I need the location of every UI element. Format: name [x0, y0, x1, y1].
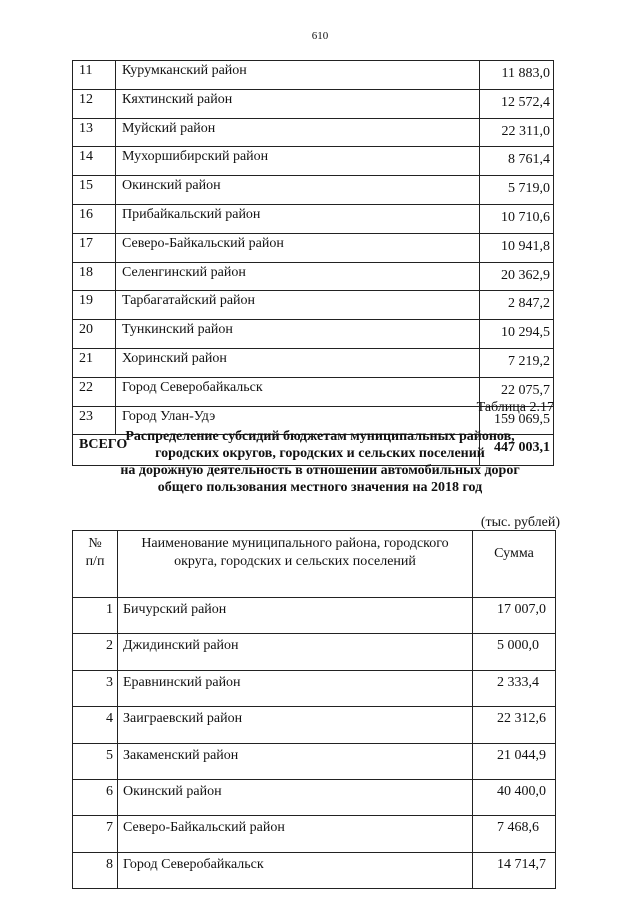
- row-sum: 7 219,2: [480, 348, 554, 377]
- row-number: 16: [73, 204, 116, 233]
- table-row: [73, 743, 556, 779]
- row-name: Северо-Байкальский район: [116, 233, 480, 262]
- table-row: [73, 707, 556, 743]
- row-sum: 22 075,7: [480, 377, 554, 406]
- row-number: 5: [73, 743, 118, 779]
- row-number: 12: [73, 89, 116, 118]
- row-name: Тункинский район: [116, 320, 480, 349]
- header-name-line: округа, городских и сельских поселений: [174, 554, 416, 569]
- table-row: [73, 320, 554, 349]
- row-number: 15: [73, 176, 116, 205]
- row-sum: 2 847,2: [480, 291, 554, 320]
- table-row: [73, 348, 554, 377]
- row-name: Бичурский район: [118, 598, 473, 634]
- table-heading: [70, 428, 570, 496]
- heading-line: городских округов, городских и сельских поселений: [155, 446, 485, 461]
- row-number: 23: [73, 406, 116, 435]
- row-number: 18: [73, 262, 116, 291]
- row-sum: 10 294,5: [480, 320, 554, 349]
- table-row: [73, 816, 556, 852]
- table-row: [73, 634, 556, 670]
- header-sum: Сумма: [473, 531, 556, 598]
- row-sum: 14 714,7: [473, 852, 556, 888]
- row-name: Тарбагатайский район: [116, 291, 480, 320]
- row-name: Селенгинский район: [116, 262, 480, 291]
- table-caption: Таблица 2.17: [476, 400, 554, 415]
- page-number: 610: [311, 30, 329, 42]
- row-sum: 22 311,0: [480, 118, 554, 147]
- table-row: [73, 176, 554, 205]
- table-row: [73, 262, 554, 291]
- heading-line: общего пользования местного значения на 2018 год: [157, 480, 483, 495]
- row-name: Муйский район: [116, 118, 480, 147]
- row-number: 14: [73, 147, 116, 176]
- total-sum: 447 003,1: [480, 435, 554, 466]
- table-row: [73, 118, 554, 147]
- table-row: [73, 147, 554, 176]
- table-row: [73, 779, 556, 815]
- row-name: Хоринский район: [116, 348, 480, 377]
- row-sum: 17 007,0: [473, 598, 556, 634]
- row-number: 2: [73, 634, 118, 670]
- row-sum: 7 468,6: [473, 816, 556, 852]
- table-row: [73, 291, 554, 320]
- row-name: Мухоршибирский район: [116, 147, 480, 176]
- table-row: [73, 61, 554, 90]
- row-number: 20: [73, 320, 116, 349]
- row-name: Город Улан-Удэ: [116, 406, 480, 435]
- row-sum: 10 710,6: [480, 204, 554, 233]
- row-sum: 10 941,8: [480, 233, 554, 262]
- row-sum: 22 312,6: [473, 707, 556, 743]
- row-name: Город Северобайкальск: [118, 852, 473, 888]
- header-name: [118, 531, 473, 598]
- row-number: 11: [73, 61, 116, 90]
- row-number: 19: [73, 291, 116, 320]
- row-name: Прибайкальский район: [116, 204, 480, 233]
- row-name: Джидинский район: [118, 634, 473, 670]
- row-sum: 5 000,0: [473, 634, 556, 670]
- row-number: 13: [73, 118, 116, 147]
- row-number: 22: [73, 377, 116, 406]
- table-row: [73, 670, 556, 706]
- units-label: (тыс. рублей): [480, 515, 560, 530]
- heading-line: на дорожную деятельность в отношении автомобильных дорог: [120, 463, 520, 478]
- row-name: Курумканский район: [116, 61, 480, 90]
- row-number: 3: [73, 670, 118, 706]
- row-name: Закаменский район: [118, 743, 473, 779]
- header-number-line: №: [88, 536, 102, 551]
- row-number: 6: [73, 779, 118, 815]
- row-number: 17: [73, 233, 116, 262]
- row-number: 7: [73, 816, 118, 852]
- row-sum: 12 572,4: [480, 89, 554, 118]
- heading-line: Распределение субсидий бюджетам муниципальных районов,: [125, 429, 515, 444]
- row-sum: 20 362,9: [480, 262, 554, 291]
- row-number: 8: [73, 852, 118, 888]
- row-number: 21: [73, 348, 116, 377]
- total-label: ВСЕГО: [73, 435, 480, 466]
- table-row: [73, 204, 554, 233]
- row-sum: 159 069,5: [480, 406, 554, 435]
- row-sum: 40 400,0: [473, 779, 556, 815]
- header-number: [73, 531, 118, 598]
- header-number-line: п/п: [85, 554, 105, 569]
- row-name: Еравнинский район: [118, 670, 473, 706]
- row-sum: 21 044,9: [473, 743, 556, 779]
- row-name: Окинский район: [118, 779, 473, 815]
- table-row: [73, 852, 556, 888]
- table-row: [73, 89, 554, 118]
- header-row: [73, 531, 556, 598]
- row-name: Северо-Байкальский район: [118, 816, 473, 852]
- row-sum: 5 719,0: [480, 176, 554, 205]
- table-row: [73, 598, 556, 634]
- row-sum: 8 761,4: [480, 147, 554, 176]
- row-sum: 2 333,4: [473, 670, 556, 706]
- header-name-line: Наименование муниципального района, городского: [141, 536, 449, 551]
- table-row: [73, 233, 554, 262]
- row-sum: 11 883,0: [480, 61, 554, 90]
- row-name: Город Северобайкальск: [116, 377, 480, 406]
- row-name: Кяхтинский район: [116, 89, 480, 118]
- subsidy-distribution-table: [72, 530, 556, 889]
- row-name: Заиграевский район: [118, 707, 473, 743]
- row-name: Окинский район: [116, 176, 480, 205]
- row-number: 4: [73, 707, 118, 743]
- row-number: 1: [73, 598, 118, 634]
